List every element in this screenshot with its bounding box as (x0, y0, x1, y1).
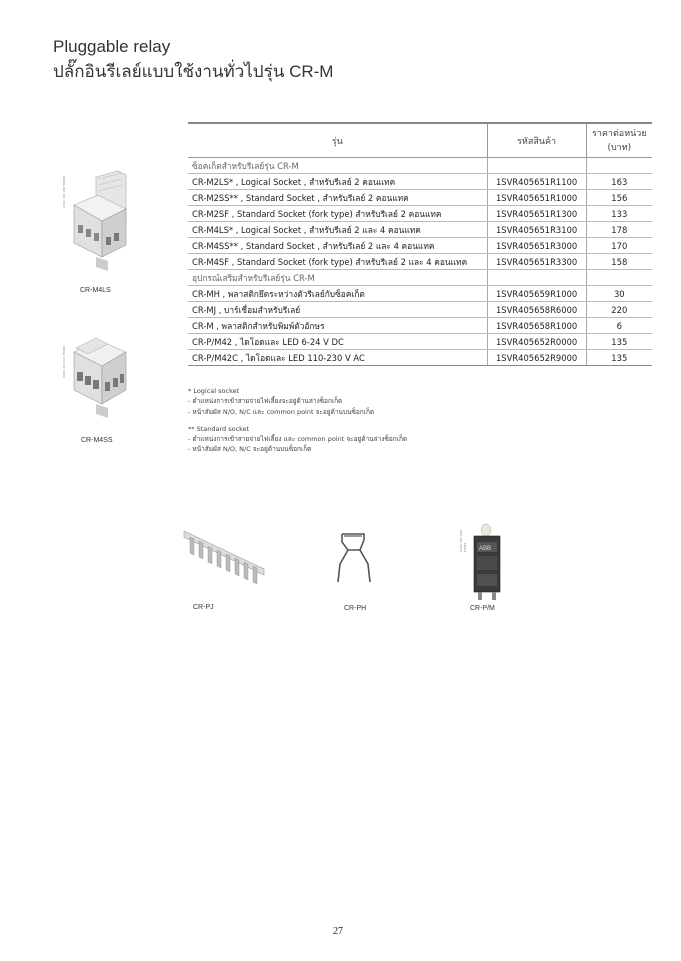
cell-code: 1SVR405652R9000 (487, 350, 586, 366)
cell-code: 1SVR405651R3000 (487, 238, 586, 254)
col-header-price-label: ราคาต่อหน่วย (591, 128, 647, 139)
cr-m4ss-image (68, 318, 138, 430)
note-standard-title: ** Standard socket (188, 424, 250, 433)
table-row (188, 174, 652, 190)
note-standard-line2: - หน้าสัมผัส N/O, N/C จะอยู่ด้านบนซ็อกเก็ต (188, 445, 312, 454)
note-logical-title: * Logical socket (188, 387, 240, 395)
table-row (188, 302, 652, 318)
cell-model: CR-M4SS** , Standard Socket , สำหรับรีเลย์ 2 และ 4 คอนแทค (188, 238, 487, 254)
table-row (188, 190, 652, 206)
cr-m4ls-image (68, 165, 138, 277)
cell-model: CR-M4SF , Standard Socket (fork type) สำหรับรีเลย์ 2 และ 4 คอนแทค (188, 254, 487, 270)
cr-m4ls-label: CR-M4LS (80, 287, 111, 294)
page-title-en: Pluggable relay (53, 37, 171, 56)
cell-code: 1SVR405651R1300 (487, 206, 586, 222)
m4ls-vertical-code: 2CDC 293 007 F0006 (62, 175, 66, 208)
note-logical-line1: - ตำแหน่งการเข้าสายจ่ายไฟเลี้ยงจะอยู่ด้านล่างซ็อกเก็ต (188, 397, 343, 406)
cell-code: 1SVR405652R0000 (487, 334, 586, 350)
cell-model: CR-M2LS* , Logical Socket , สำหรับรีเลย์ 2 คอนแทค (188, 174, 487, 190)
group-label: อุปกรณ์เสริมสำหรับรีเลย์รุ่น CR-M (188, 270, 487, 286)
cell-price: 133 (586, 206, 652, 222)
table-row (188, 254, 652, 270)
cell-model: CR-MH , พลาสติกยึดระหว่างตัวรีเลย์กับซ็อคเก็ต (188, 286, 487, 302)
table-row (188, 238, 652, 254)
col-header-code: รหัสสินค้า (487, 123, 586, 158)
cr-pm-label: CR-P/M (470, 605, 495, 612)
cell-model: CR-M , พลาสติกสำหรับพิมพ์ตัวอักษร (188, 318, 487, 334)
cell-price: 135 (586, 334, 652, 350)
cell-price: 135 (586, 350, 652, 366)
cell-model: CR-M2SS** , Standard Socket , สำหรับรีเลย์ 2 คอนแทค (188, 190, 487, 206)
cell-price: 178 (586, 222, 652, 238)
table-row (188, 318, 652, 334)
cell-code: 1SVR405651R1000 (487, 190, 586, 206)
table-row (188, 222, 652, 238)
note-standard-line1: - ตำแหน่งการเข้าสายจ่ายไฟเลี้ยง และ common point จะอยู่ด้านล่างซ็อกเก็ต (188, 435, 408, 444)
cell-model: CR-M2SF , Standard Socket (fork type) สำหรับรีเลย์ 2 คอนแทค (188, 206, 487, 222)
col-header-model: รุ่น (188, 123, 487, 158)
product-table (188, 122, 652, 366)
cell-price: 156 (586, 190, 652, 206)
cell-code: 1SVR405651R3300 (487, 254, 586, 270)
footnotes (188, 386, 407, 455)
cell-price: 6 (586, 318, 652, 334)
cell-price: 158 (586, 254, 652, 270)
cell-model: CR-P/M42 , ไดโอดและ LED 6-24 V DC (188, 334, 487, 350)
table-row (188, 350, 652, 366)
table-group-row (188, 270, 652, 286)
cell-price: 220 (586, 302, 652, 318)
table-row (188, 334, 652, 350)
cr-pj-label: CR-PJ (193, 604, 214, 611)
group-label: ซ็อคเก็ตสำหรับรีเลย์รุ่น CR-M (188, 158, 487, 174)
cr-pj-image (180, 525, 270, 594)
col-header-price-unit: (บาท) (607, 142, 632, 153)
cell-price: 170 (586, 238, 652, 254)
m4ss-vertical-code: 2CDC 293 011 F0006 (62, 345, 66, 378)
cell-model: CR-MJ , บาร์เชื่อมสำหรับรีเลย์ (188, 302, 487, 318)
pm-vertical-code: 2CDC 293 008 F0006 (459, 530, 467, 552)
cr-m4ss-label: CR-M4SS (81, 437, 113, 444)
cell-price: 30 (586, 286, 652, 302)
cell-model: CR-M4LS* , Logical Socket , สำหรับรีเลย์ 2 และ 4 คอนแทค (188, 222, 487, 238)
cell-model: CR-P/M42C , ไดโอดและ LED 110-230 V AC (188, 350, 487, 366)
cell-code: 1SVR405658R6000 (487, 302, 586, 318)
table-row (188, 286, 652, 302)
table-row (188, 206, 652, 222)
cr-pm-image (466, 520, 506, 609)
cell-code: 1SVR405659R1000 (487, 286, 586, 302)
cell-code: 1SVR405651R3100 (487, 222, 586, 238)
page-number: 27 (333, 926, 343, 937)
note-logical-line2: - หน้าสัมผัส N/O, N/C และ common point จะอยู่ด้านบนซ็อกเก็ต (188, 407, 375, 416)
table-group-row (188, 158, 652, 174)
cr-ph-label: CR-PH (344, 605, 367, 612)
cell-price: 163 (586, 174, 652, 190)
cell-code: 1SVR405651R1100 (487, 174, 586, 190)
cr-ph-image (334, 528, 374, 592)
page-title-th: ปลั๊กอินรีเลย์แบบใช้งานทั่วไปรุ่น CR-M (53, 62, 334, 81)
table-header-row (188, 123, 652, 158)
cell-code: 1SVR405658R1000 (487, 318, 586, 334)
col-header-price (586, 123, 652, 158)
svg-text:ABB: ABB (479, 546, 492, 552)
